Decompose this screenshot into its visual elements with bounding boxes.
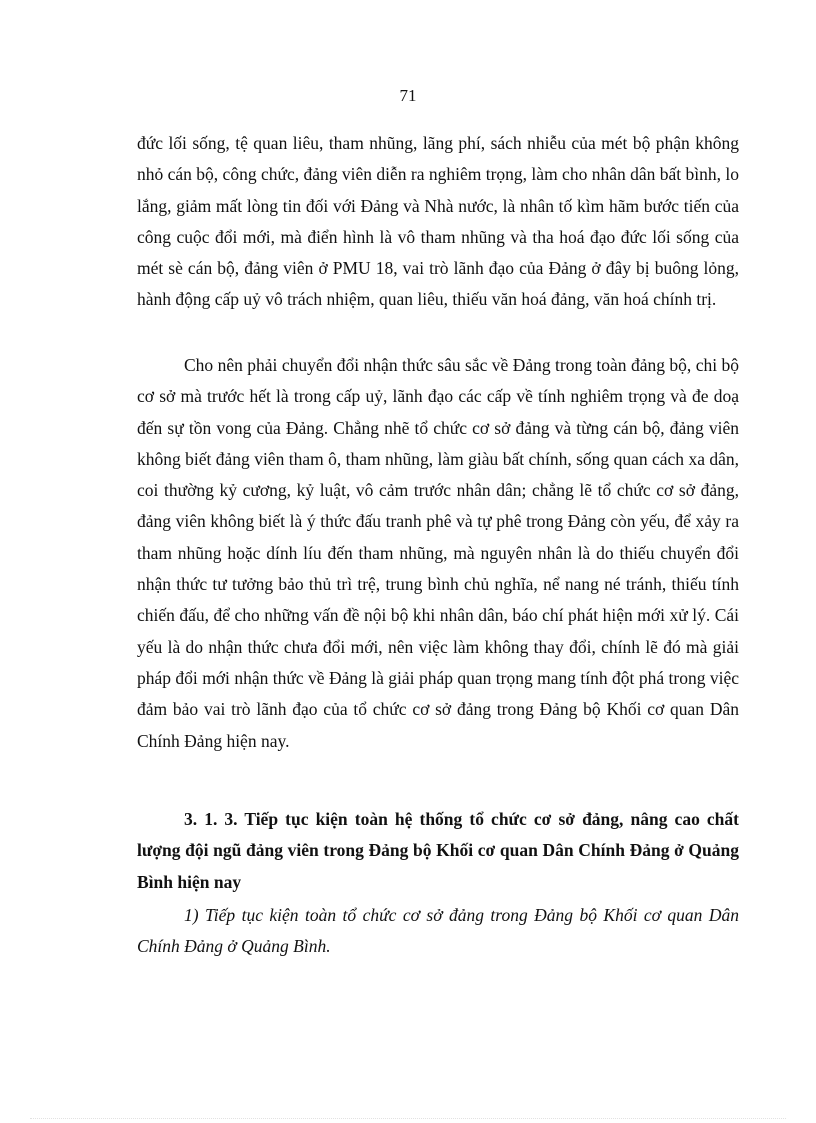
paragraph-continuation: đức lối sống, tệ quan liêu, tham nhũng, lãng phí, sách nhiễu của mét bộ phận không nhỏ cán bộ, công chức, đảng viên diễn ra nghiêm trọng, làm cho nhân dân bất bình, lo lắng, giảm mất lòng tin đối với Đảng và Nhà nước, là nhân tố kìm hãm bước tiến của công cuộc đổi mới, mà điển hình là vô tham nhũng và tha hoá đạo đức lối sống của mét sè cán bộ, đảng viên ở PMU 18, vai trò lãnh đạo của Đảng ở đây bị buông lỏng, hành động cấp uỷ vô trách nhiệm, quan liêu, thiếu văn hoá đảng, văn hoá chính trị. xyxy=(137,133,739,310)
section-heading: 3. 1. 3. Tiếp tục kiện toàn hệ thống tổ chức cơ sở đảng, nâng cao chất lượng đội ngũ đảng viên trong Đảng bộ Khối cơ quan Dân Chính Đảng ở Quảng Bình hiện nay xyxy=(137,809,739,892)
page-bottom-divider xyxy=(30,1118,786,1119)
paragraph-body: Cho nên phải chuyển đổi nhận thức sâu sắc về Đảng trong toàn đảng bộ, chi bộ cơ sở mà trước hết là trong cấp uỷ, lãnh đạo các cấp về tính nghiêm trọng và đe doạ đến sự tồn vong của Đảng. Chẳng nhẽ tổ chức cơ sở đảng và từng cán bộ, đảng viên không biết đảng viên tham ô, tham nhũng, làm giàu bất chính, sống quan cách xa dân, coi thường kỷ cương, kỷ luật, vô cảm trước nhân dân; chẳng lẽ tổ chức cơ sở đảng, đảng viên không biết là ý thức đấu tranh phê và tự phê trong Đảng còn yếu, để xảy ra tham nhũng hoặc dính líu đến tham nhũng, mà nguyên nhân là do thiếu chuyển đổi nhận thức tư tưởng bảo thủ trì trệ, trung bình chủ nghĩa, nể nang né tránh, thiếu tính chiến đấu, để cho những vấn đề nội bộ khi nhân dân, báo chí phát hiện mới xử lý. Cái yếu là do nhận thức chưa đổi mới, nên việc làm không thay đổi, chính lẽ đó mà giải pháp đổi mới nhận thức về Đảng là giải pháp quan trọng mang tính đột phá trong việc đảm bảo vai trò lãnh đạo của tổ chức cơ sở đảng trong Đảng bộ Khối cơ quan Dân Chính Đảng hiện nay. xyxy=(137,355,739,751)
subsection-title: 1) Tiếp tục kiện toàn tổ chức cơ sở đảng trong Đảng bộ Khối cơ quan Dân Chính Đảng ở Quảng Bình. xyxy=(137,905,739,957)
page-number: 71 xyxy=(399,86,417,105)
